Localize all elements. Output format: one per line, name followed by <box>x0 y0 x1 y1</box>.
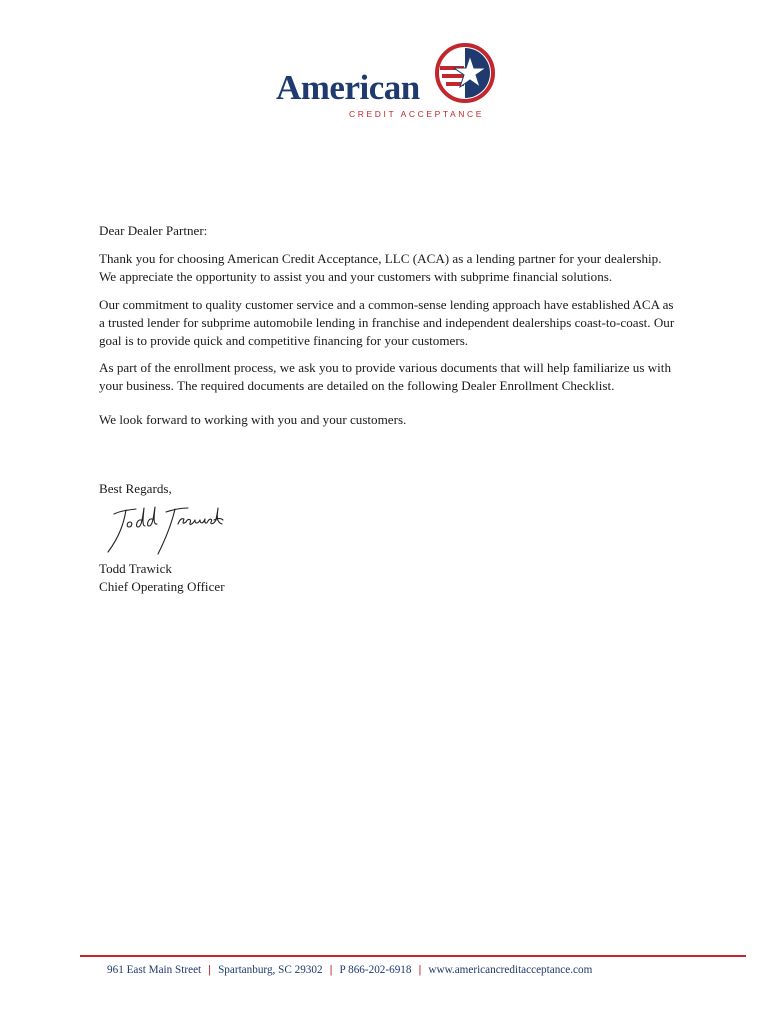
paragraph-3: As part of the enrollment process, we ask you to provide various documents that will help familiarize us with your business. The required documents are detailed on the following Dealer Enrollment Checklist. <box>99 360 671 394</box>
logo-wordmark: American <box>276 68 420 107</box>
star-emblem-icon <box>434 42 496 104</box>
letter-body <box>99 222 679 429</box>
paragraph-4: We look forward to working with you and your customers. <box>99 411 407 427</box>
paragraph-1: Thank you for choosing American Credit Acceptance, LLC (ACA) as a lending partner for your dealership. We appreciate the opportunity to assist you and your customers with subprime financial solutions. <box>99 251 662 285</box>
handwritten-signature <box>100 500 225 558</box>
footer-phone: P 866-202-6918 <box>339 964 412 976</box>
salutation: Dear Dealer Partner: <box>99 223 208 238</box>
footer-street: 961 East Main Street <box>107 964 202 976</box>
signatory-title: Chief Operating Officer <box>99 579 225 595</box>
logo-tagline: CREDIT ACCEPTANCE <box>349 109 485 119</box>
footer-website[interactable]: www.americancreditacceptance.com <box>428 964 593 976</box>
footer-city: Spartanburg, SC 29302 <box>218 964 323 976</box>
closing: Best Regards, <box>99 481 172 496</box>
signatory-name: Todd Trawick <box>99 561 172 576</box>
footer-address <box>107 963 592 977</box>
company-logo <box>276 42 500 122</box>
footer-separator: | <box>418 964 422 976</box>
footer-separator: | <box>208 964 212 976</box>
paragraph-2: Our commitment to quality customer service and a common-sense lending approach have established ACA as a trusted lender for subprime automobile lending in franchise and independent dealerships coast-to-coast. Our goal is to provide quick and competitive financing for your customers. <box>99 296 675 349</box>
footer-separator: | <box>329 964 333 976</box>
footer-divider <box>80 955 746 957</box>
signatory-block <box>99 560 225 596</box>
